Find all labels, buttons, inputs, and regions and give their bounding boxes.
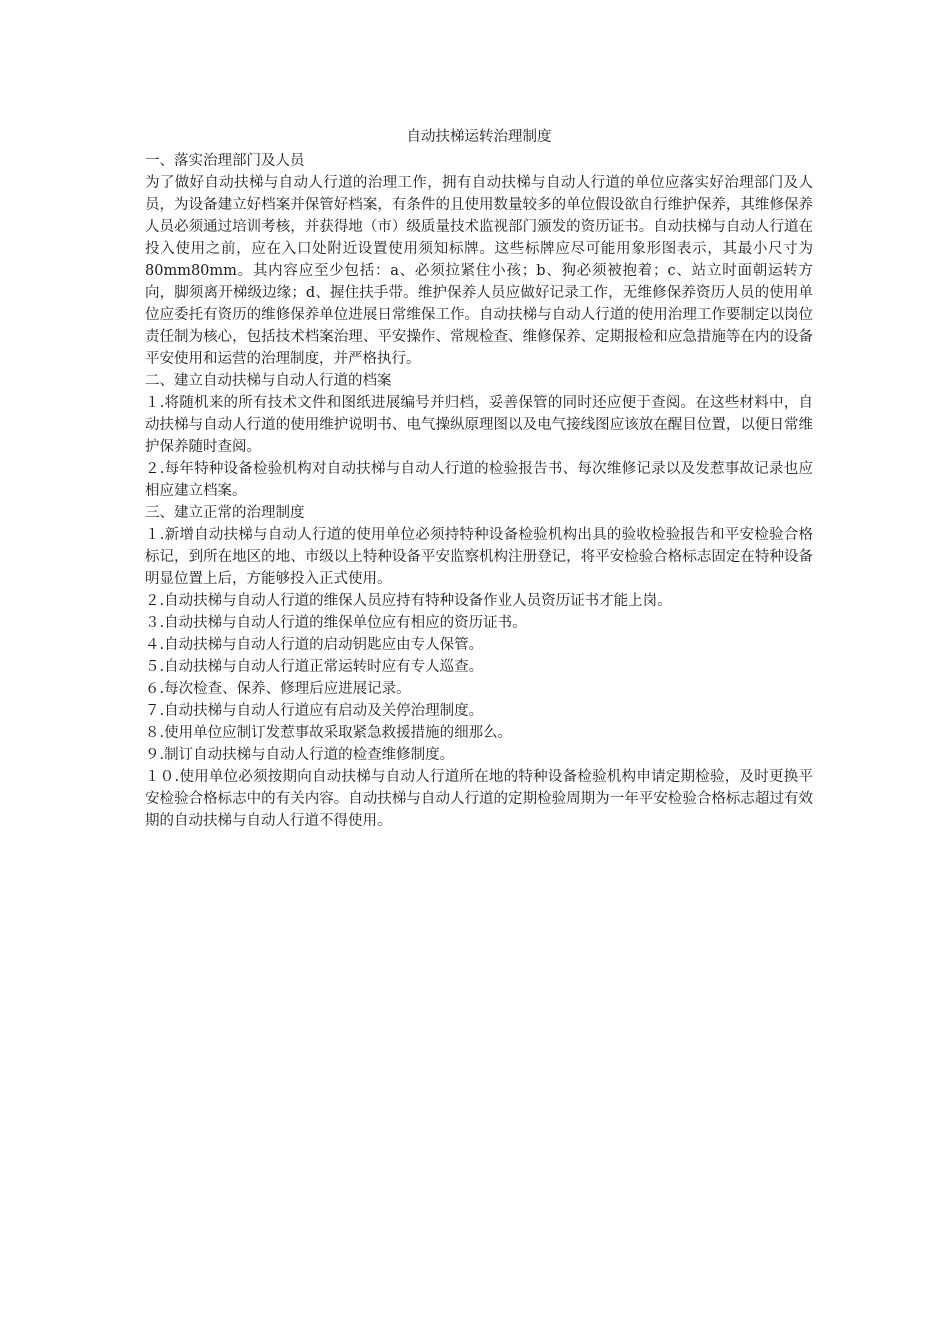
section-2-item-1: １.将随机来的所有技术文件和图纸进展编号并归档，妥善保管的同时还应便于查阅。在这些材料中，自动扶梯与自动人行道的使用维护说明书、电气操纵原理图以及电气接线图应该放在醒目位置，以便日常维护保养随时查阅。: [145, 395, 813, 455]
section-3-item-1: １.新增自动扶梯与自动人行道的使用单位必须持特种设备检验机构出具的验收检验报告和平安检验合格标记，到所在地区的地、市级以上特种设备平安监察机构注册登记，将平安检验合格标志固定在特种设备明显位置上后，方能够投入正式使用。: [145, 527, 813, 587]
section-2-item-2: ２.每年特种设备检验机构对自动扶梯与自动人行道的检验报告书、每次维修记录以及发惹事故记录也应相应建立档案。: [145, 461, 813, 499]
section-3-item-2: ２.自动扶梯与自动人行道的维保人员应持有特种设备作业人员资历证书才能上岗。: [145, 593, 672, 609]
section-3-item-6: ６.每次检查、保养、修理后应进展记录。: [145, 681, 411, 697]
section-3-item-9: ９.制订自动扶梯与自动人行道的检查维修制度。: [145, 747, 455, 763]
section-3-item-4: ４.自动扶梯与自动人行道的启动钥匙应由专人保管。: [145, 637, 484, 653]
section-3-item-5: ５.自动扶梯与自动人行道正常运转时应有专人巡查。: [145, 659, 484, 675]
section-heading-2: 二、建立自动扶梯与自动人行道的档案: [145, 373, 392, 389]
section-3-item-8: ８.使用单位应制订发惹事故采取紧急救援措施的细那么。: [145, 725, 513, 741]
section-1-paragraph: 为了做好自动扶梯与自动人行道的治理工作，拥有自动扶梯与自动人行道的单位应落实好治理部门及人员，为设备建立好档案并保管好档案，有条件的且使用数量较多的单位假设欲自行维护保养，其维修保养人员必须通过培训考核，并获得地（市）级质量技术监视部门颁发的资历证书。自动扶梯与自动人行道在投入使用之前，应在入口处附近设置使用须知标牌。这些标牌应尽可能用象形图表示，其最小尺寸为80mm80mm。其内容应至少包括：a、必须拉紧住小孩；b、狗必须被抱着；c、站立时面朝运转方向，脚须离开梯级边缘；d、握住扶手带。维护保养人员应做好记录工作，无维修保养资历人员的使用单位应委托有资历的维修保养单位进展日常维保工作。自动扶梯与自动人行道的使用治理工作要制定以岗位责任制为核心，包括技术档案治理、平安操作、常规检查、维修保养、定期报检和应急措施等在内的设备平安使用和运营的治理制度，并严格执行。: [145, 175, 813, 367]
section-3-item-7: ７.自动扶梯与自动人行道应有启动及关停治理制度。: [145, 703, 484, 719]
section-heading-1: 一、落实治理部门及人员: [145, 153, 305, 169]
section-3-item-3: ３.自动扶梯与自动人行道的维保单位应有相应的资历证书。: [145, 615, 527, 631]
section-heading-3: 三、建立正常的治理制度: [145, 505, 305, 521]
document-title: 自动扶梯运转治理制度: [406, 129, 552, 145]
section-3-item-10: １０.使用单位必须按期向自动扶梯与自动人行道所在地的特种设备检验机构申请定期检验，及时更换平安检验合格标志中的有关内容。自动扶梯与自动人行道的定期检验周期为一年平安检验合格标志超过有效期的自动扶梯与自动人行道不得使用。: [145, 769, 813, 829]
document-body: [145, 126, 813, 832]
